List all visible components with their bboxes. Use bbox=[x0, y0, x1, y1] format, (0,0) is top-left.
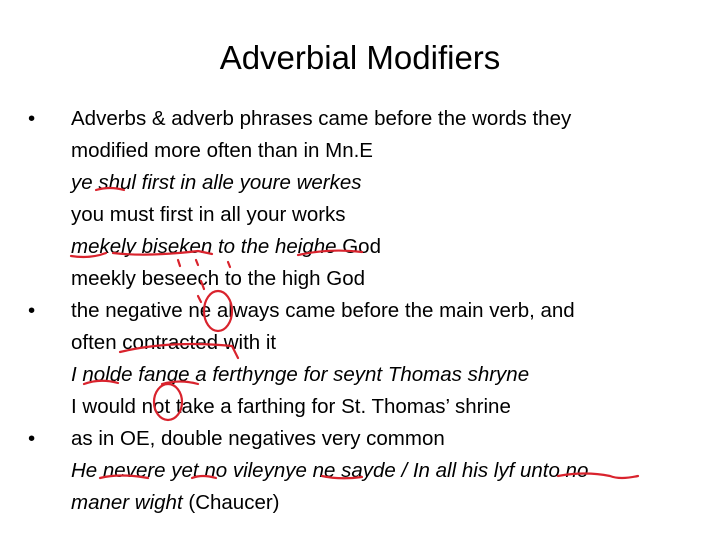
bullet-2-line-1 bbox=[28, 295, 708, 327]
example-4-middle-english-cont bbox=[28, 487, 708, 519]
example-1-middle-english: ye shul first in alle youre werkes bbox=[71, 171, 362, 194]
example-2-middle-english bbox=[28, 231, 708, 263]
bullet-dot: • bbox=[28, 299, 36, 322]
example-4-middle-english: He nevere yet no vileynye ne sayde / In all his lyf unto no bbox=[71, 459, 589, 482]
example-3-middle-english: I nolde fange a ferthynge for seynt Thomas shryne bbox=[71, 363, 530, 386]
bullet-list bbox=[28, 103, 708, 519]
bullet-3-line-1 bbox=[28, 423, 708, 455]
bullet-dot: • bbox=[28, 107, 36, 130]
bullet-1-line-2 bbox=[28, 135, 708, 167]
bullet-1-text-cont: modified more often than in Mn.E bbox=[71, 139, 373, 162]
example-2-modern-english: meekly beseech to the high God bbox=[71, 267, 366, 290]
example-3-modern-english: I would not take a farthing for St. Thomas’ shrine bbox=[71, 395, 511, 418]
bullet-3-text: as in OE, double negatives very common bbox=[71, 427, 445, 450]
example-4-source: (Chaucer) bbox=[182, 491, 280, 514]
example-1-modern-english: you must first in all your works bbox=[71, 203, 346, 226]
example-2-god: God bbox=[336, 235, 381, 258]
bullet-1-text: Adverbs & adverb phrases came before the words they bbox=[71, 107, 572, 130]
bullet-dot: • bbox=[28, 427, 36, 450]
bullet-2-line-2: often contracted with it bbox=[71, 331, 277, 354]
example-2-me-text: mekely biseken to the heighe bbox=[71, 235, 337, 258]
bullet-2-text: the negative ne always came before the main verb, and bbox=[71, 299, 575, 322]
bullet-1-line-1 bbox=[28, 103, 708, 135]
example-4-me-text: maner wight bbox=[71, 491, 183, 514]
slide-title: Adverbial Modifiers bbox=[219, 39, 501, 76]
